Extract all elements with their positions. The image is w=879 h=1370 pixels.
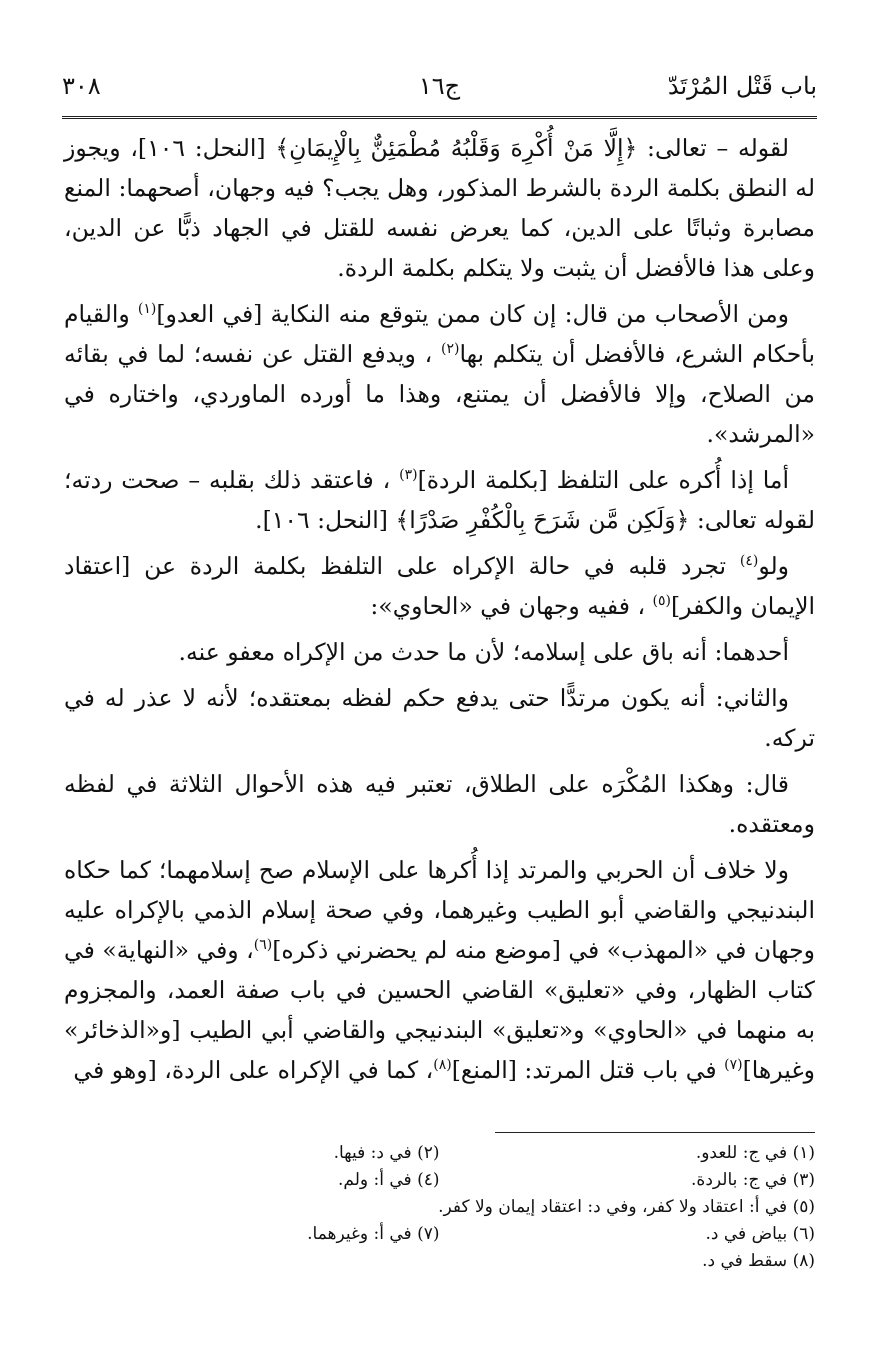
paragraph-text: في باب قتل المرتد: [المنع] [451,1056,725,1084]
footnote-number: (٨) [792,1251,815,1271]
footnote [440,1167,816,1194]
footnote-number: (٣) [792,1170,815,1190]
footnote-ref: (٢) [441,341,460,358]
paragraph-text: أما إذا أُكره على التلفظ [بكلمة الردة] [417,466,789,494]
footnote-text: في أ: ولم. [338,1170,412,1190]
footnote-row [64,1140,815,1167]
footnote-number: (٥) [792,1197,815,1217]
footnote-number: (٤) [417,1170,440,1190]
footnote [64,1194,815,1221]
footnote-text: في أ: وغيرهما. [307,1224,412,1244]
paragraph [64,678,815,758]
paragraph-text: أحدهما: أنه باق على إسلامه؛ لأن ما حدث من الإكراه معفو عنه. [178,638,789,666]
footnote-number: (١) [792,1143,815,1163]
volume-number: ج١٦ [418,72,461,100]
footnote-text: في ج: للعدو. [695,1143,788,1163]
paragraph-text: ، فاعتقد ذلك بقلبه – صحت ردته؛ لقوله تعالى: ﴿وَلَكِن مَّن شَرَحَ بِالْكُفْرِ صَدْرًا﴾ [النحل: ١٠٦]. [64,466,815,534]
footnote [64,1140,440,1167]
footnote-ref: (٤) [739,553,759,570]
paragraph-text: ، وفي «النهاية» في كتاب الظهار، وفي «تعليق» القاضي الحسين في باب صفة العمد، والمجزوم به منهما في «الحاوي» و«تعليق» البندنيجي والقاضي أبي الطيب [و«الذخائر» وغيرها] [64,936,815,1084]
footnote [440,1221,816,1248]
paragraph [64,128,815,288]
paragraph [64,632,815,672]
paragraph [64,460,815,540]
paragraph [64,546,815,626]
footnote-ref: (٦) [253,937,273,954]
paragraph-text: والثاني: أنه يكون مرتدًّا حتى يدفع حكم لفظه بمعتقده؛ لأنه لا عذر له في تركه. [64,684,815,752]
footnote-rule [495,1132,815,1133]
footnote-ref: (٣) [399,467,418,484]
footnote [64,1221,440,1248]
footnote [440,1248,816,1275]
footnote [64,1167,440,1194]
paragraph-text: ولا خلاف أن الحربي والمرتد إذا أُكرها على الإسلام صح إسلامهما؛ كما حكاه البندنيجي والقاضي أبو الطيب وغيرهما، وفي صحة إسلام الذمي بالإكراه عليه وجهان في «المهذب» في [موضع منه لم يحضرني ذكره] [64,856,815,964]
footnote-ref: (٥) [652,593,672,610]
paragraph-text: ، ويدفع القتل عن نفسه؛ لما في بقائه من الصلاح، وإلا فالأفضل أن يمتنع، وهذا ما أورده الماوردي، واختاره في «المرشد». [64,340,815,448]
page-number: ٣٠٨ [62,72,101,100]
footnote-text: في ج: بالردة. [691,1170,788,1190]
main-text [64,128,815,1096]
paragraph-text: والقيام بأحكام الشرع، فالأفضل أن يتكلم بها [64,300,816,368]
paragraph-text: لقوله – تعالى: ﴿إِلَّا مَنْ أُكْرِهَ وَقَلْبُهُ مُطْمَئِنٌّ بِالْإِيمَانِ﴾ [النحل: ١٠٦]، ويجوز له النطق بكلمة الردة بالشرط المذكور، وهل يجب؟ فيه وجهان، أصحهما: المنع مصابرة وثباتًا على الدين، كما يعرض نفسه للقتل في الجهاد ذبًّا عن الدين، وعلى هذا فالأفضل أن يثبت ولا يتكلم بكلمة الردة. [64,134,815,282]
footnote-text: في د: فيها. [333,1143,412,1163]
paragraph-text: ومن الأصحاب من قال: إن كان ممن يتوقع منه النكاية [في العدو] [156,300,790,328]
paragraph-text: ، كما في الإكراه على الردة، [وهو في [73,1056,434,1084]
paragraph-text: قال: وهكذا المُكْرَه على الطلاق، تعتبر فيه هذه الأحوال الثلاثة في لفظه ومعتقده. [64,770,815,838]
footnote-ref: (٨) [433,1057,452,1074]
footnote-number: (٦) [792,1224,815,1244]
chapter-title: باب قَتْل المُرْتَدّ [667,72,817,100]
paragraph [64,294,815,454]
footnote-text: في أ: اعتقاد ولا كفر، وفي د: اعتقاد إيمان ولا كفر. [438,1197,788,1217]
paragraph [64,850,815,1090]
paragraph-text: ولو [758,552,789,580]
footnote-row [64,1221,815,1248]
header-rule [62,116,817,123]
footnote-row [64,1167,815,1194]
footnote-row [64,1194,815,1221]
footnote-row [64,1248,815,1275]
footnote-ref: (٧) [724,1057,743,1074]
paragraph [64,764,815,844]
footnote-text: بياض في د. [705,1224,788,1244]
footnotes [64,1140,815,1275]
footnote [440,1140,816,1167]
page-header [62,72,817,112]
footnote-number: (٢) [417,1143,440,1163]
footnote-text: سقط في د. [702,1251,788,1271]
paragraph-text: ، ففيه وجهان في «الحاوي»: [370,592,653,620]
footnote-ref: (١) [137,301,157,318]
footnote-number: (٧) [417,1224,440,1244]
paragraph-text: تجرد قلبه في حالة الإكراه على التلفظ بكلمة الردة عن [اعتقاد الإيمان والكفر] [64,552,815,620]
